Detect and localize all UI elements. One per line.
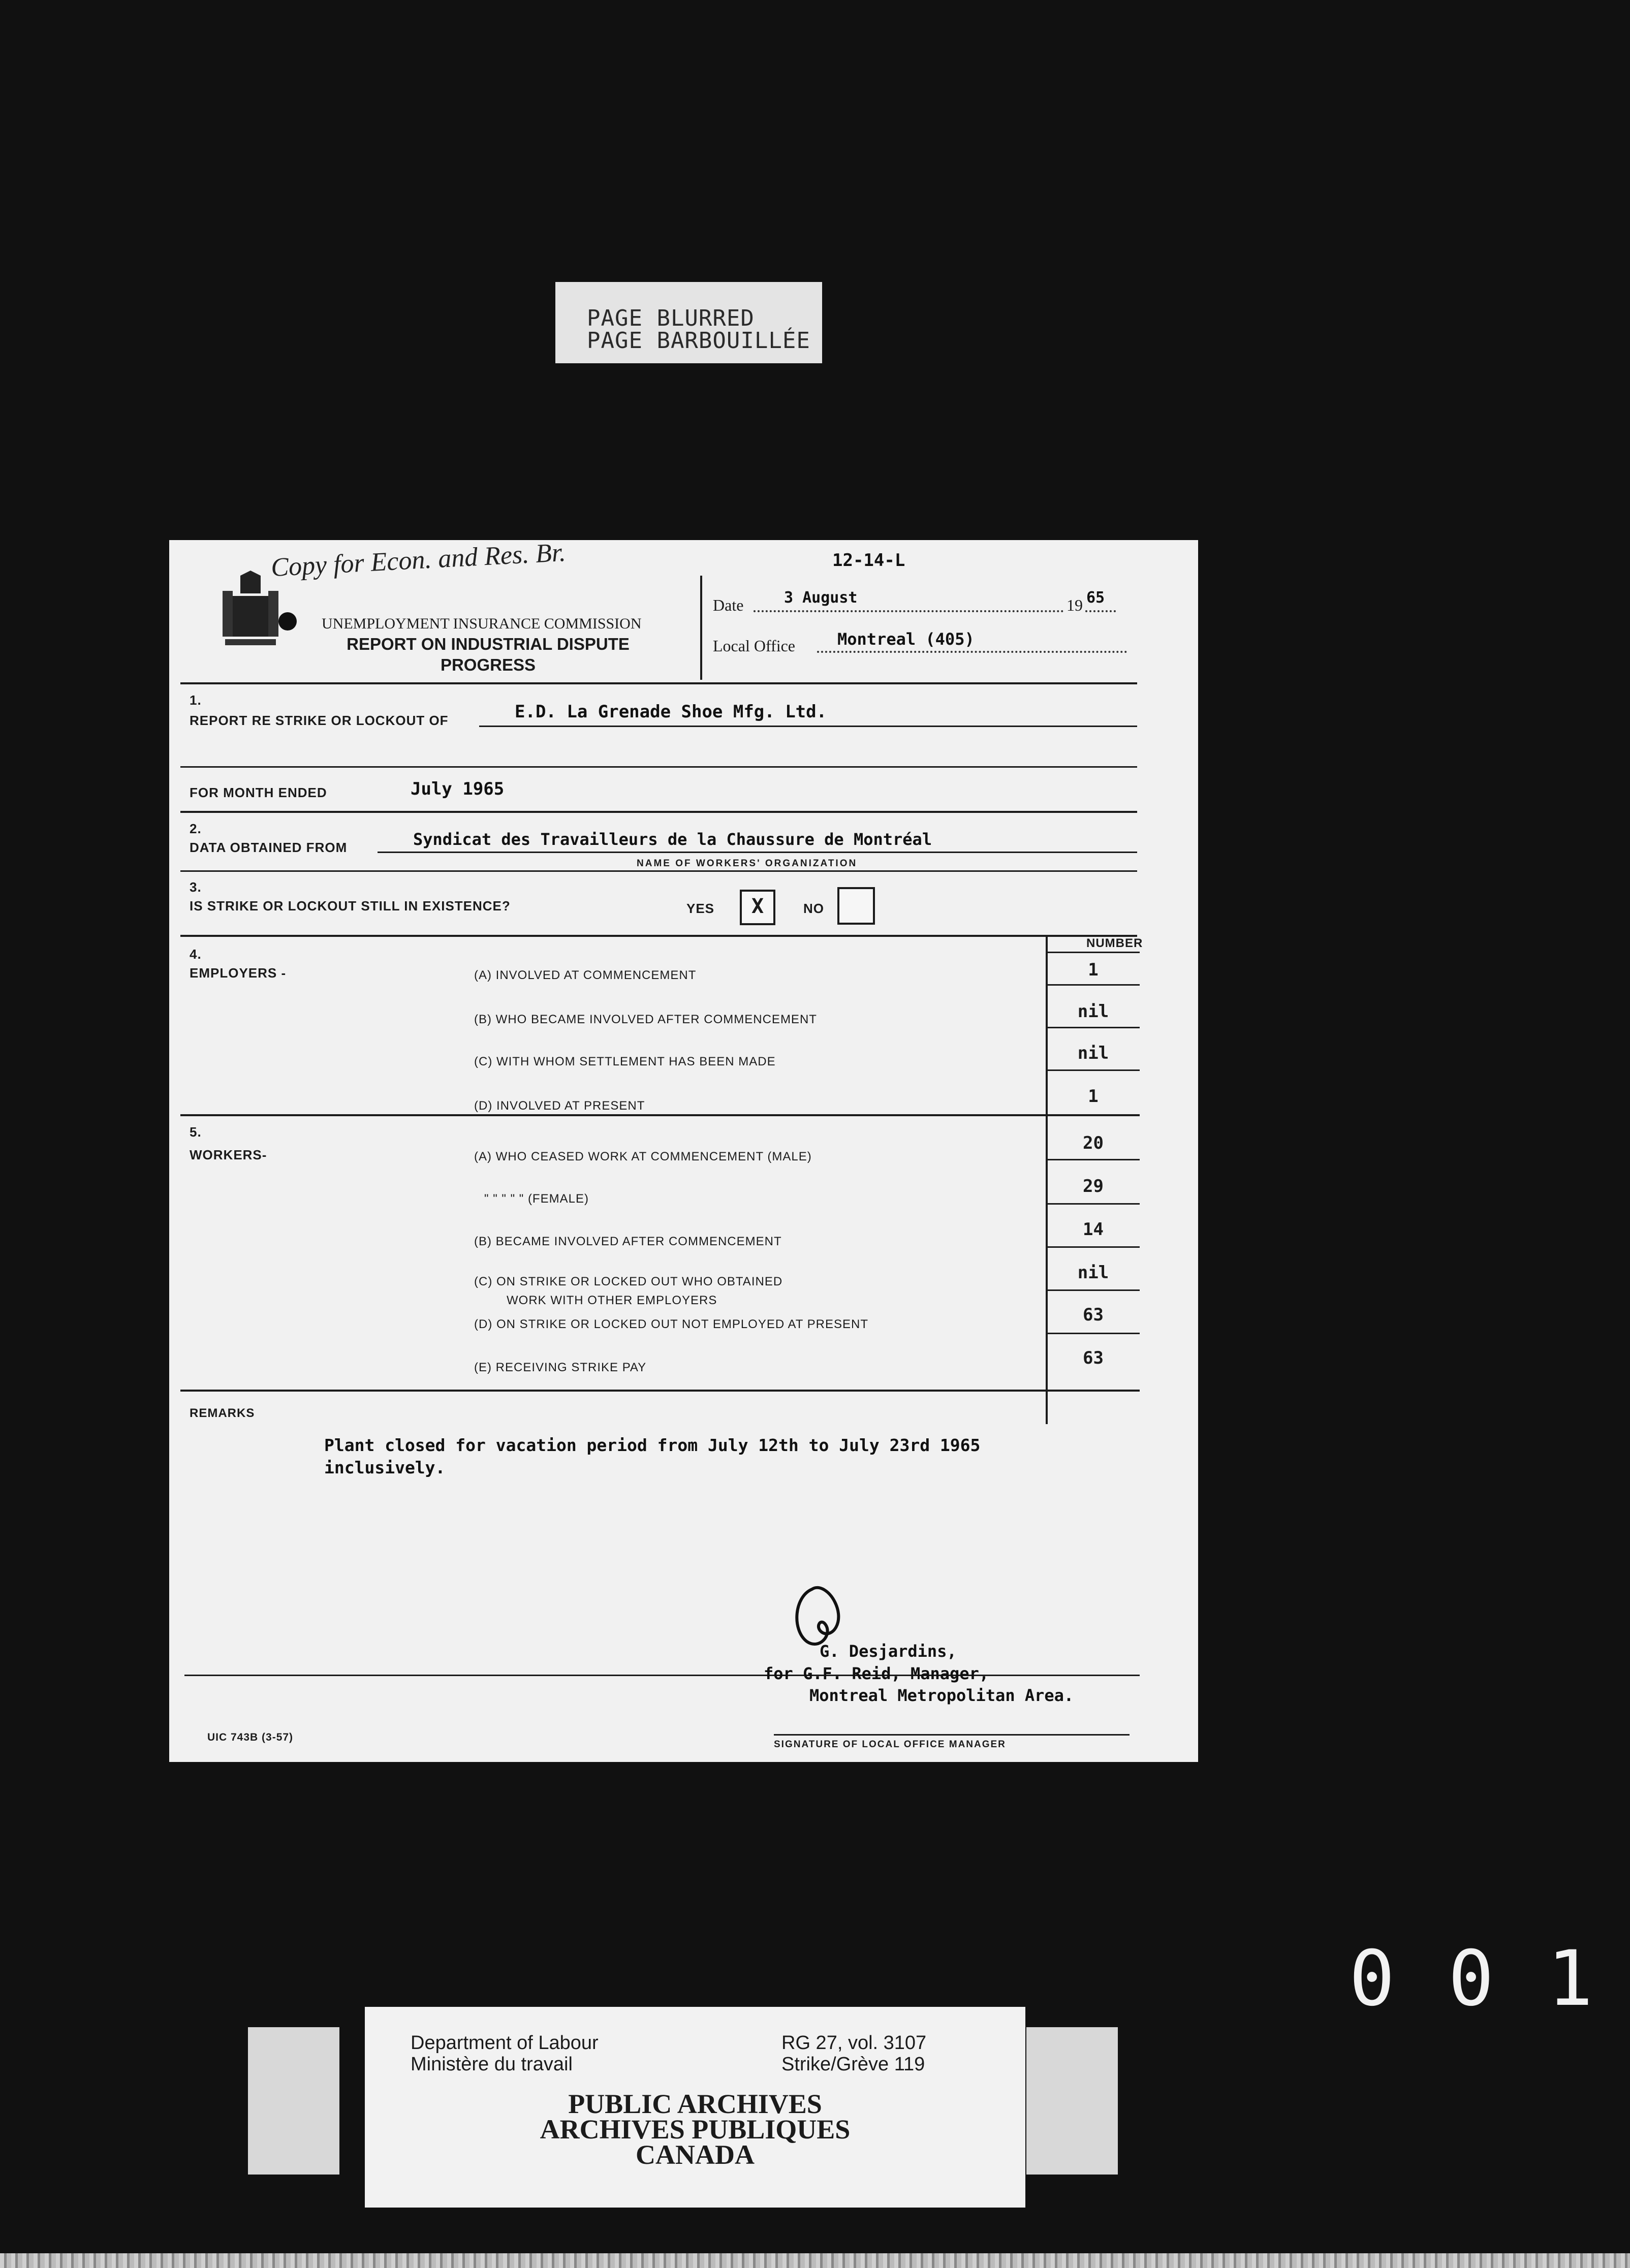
year-value: 65: [1086, 589, 1105, 607]
agency-name: UNEMPLOYMENT INSURANCE COMMISSION: [322, 615, 642, 632]
section-2-number: 2.: [190, 821, 202, 836]
handwritten-note: Copy for Econ. and Res. Br.: [270, 538, 567, 583]
employers-a-value: 1: [1088, 960, 1099, 980]
signature-caption: SIGNATURE OF LOCAL OFFICE MANAGER: [774, 1739, 1006, 1750]
workers-a-male-label: (A) WHO CEASED WORK AT COMMENCEMENT (MALE): [474, 1150, 812, 1163]
workers-label: WORKERS-: [190, 1147, 267, 1162]
employers-b-label: (B) WHO BECAME INVOLVED AFTER COMMENCEMENT: [474, 1013, 817, 1026]
remarks-line-1: Plant closed for vacation period from July 12th to July 23rd 1965: [324, 1435, 981, 1455]
signer-line-2: for G.F. Reid, Manager,: [764, 1664, 989, 1683]
workers-e-value: 63: [1083, 1348, 1104, 1368]
yes-mark: X: [751, 895, 764, 918]
archive-ref-2: Strike/Grève 119: [781, 2054, 925, 2075]
form-code: UIC 743B (3-57): [207, 1731, 294, 1743]
workers-b-value: 14: [1083, 1219, 1104, 1240]
section-1-number: 1.: [190, 692, 202, 708]
existence-question: IS STRIKE OR LOCKOUT STILL IN EXISTENCE?: [190, 898, 511, 914]
archive-label: [365, 2007, 1025, 2208]
workers-a-male-cell: [1047, 1133, 1140, 1157]
workers-a-female-cell: [1047, 1176, 1140, 1201]
workers-b-cell: [1047, 1219, 1140, 1244]
workers-c-label: (C) ON STRIKE OR LOCKED OUT WHO OBTAINED: [474, 1275, 783, 1288]
no-checkbox[interactable]: [837, 887, 875, 925]
employers-b-cell: [1047, 1001, 1140, 1026]
workers-b-label: (B) BECAME INVOLVED AFTER COMMENCEMENT: [474, 1235, 782, 1248]
employers-label: EMPLOYERS -: [190, 965, 287, 981]
workers-c-label-2: WORK WITH OTHER EMPLOYERS: [507, 1294, 717, 1307]
film-edge-strip: [0, 2253, 1630, 2268]
year-label: 19: [1067, 596, 1083, 614]
employers-c-value: nil: [1077, 1043, 1109, 1063]
workers-a-male-value: 20: [1083, 1133, 1104, 1153]
remarks-label: REMARKS: [190, 1406, 255, 1420]
archive-tab-right: [1026, 2027, 1118, 2175]
blurred-en: PAGE BLURRED: [587, 305, 755, 331]
employers-d-value: 1: [1088, 1086, 1099, 1107]
coat-of-arms-icon: [205, 571, 306, 662]
archive-title-en: PUBLIC ARCHIVES: [568, 2089, 822, 2119]
workers-c-cell: [1047, 1263, 1140, 1287]
yes-label: YES: [686, 901, 715, 916]
month-label: FOR MONTH ENDED: [190, 785, 327, 800]
strike-label: REPORT RE STRIKE OR LOCKOUT OF: [190, 713, 449, 728]
signer-line-3: Montreal Metropolitan Area.: [809, 1686, 1074, 1705]
employers-a-label: (A) INVOLVED AT COMMENCEMENT: [474, 968, 697, 982]
no-label: NO: [803, 901, 824, 916]
employers-b-value: nil: [1077, 1001, 1109, 1022]
workers-e-cell: [1047, 1348, 1140, 1372]
signer-line-1: G. Desjardins,: [820, 1642, 957, 1661]
dept-en: Department of Labour: [411, 2032, 599, 2054]
blurred-fr: PAGE BARBOUILLÉE: [587, 328, 810, 354]
employers-c-label: (C) WITH WHOM SETTLEMENT HAS BEEN MADE: [474, 1055, 776, 1068]
month-value: July 1965: [411, 779, 505, 799]
local-office-value: Montreal (405): [837, 629, 975, 649]
frame-digit-2: 0: [1448, 1935, 1494, 2023]
employers-d-label: (D) INVOLVED AT PRESENT: [474, 1099, 645, 1113]
data-obtained-value: Syndicat des Travailleurs de la Chaussure de Montréal: [413, 830, 932, 849]
number-header: NUMBER: [1086, 936, 1143, 950]
section-5-number: 5.: [190, 1124, 202, 1140]
workers-d-value: 63: [1083, 1305, 1104, 1325]
remarks-line-2: inclusively.: [324, 1458, 446, 1477]
archive-country: CANADA: [636, 2139, 755, 2170]
file-number: 12-14-L: [832, 550, 905, 571]
form-title: REPORT ON INDUSTRIAL DISPUTE: [347, 635, 630, 653]
archive-title-fr: ARCHIVES PUBLIQUES: [540, 2114, 851, 2145]
archive-tab-left: [248, 2027, 339, 2175]
date-label: Date: [713, 596, 744, 614]
form-subtitle: PROGRESS: [440, 655, 536, 674]
employers-a-cell: [1047, 960, 1140, 984]
data-obtained-label: DATA OBTAINED FROM: [190, 840, 348, 855]
archive-ref-1: RG 27, vol. 3107: [781, 2032, 927, 2054]
dept-fr: Ministère du travail: [411, 2054, 573, 2075]
employers-d-cell: [1047, 1086, 1140, 1111]
workers-e-label: (E) RECEIVING STRIKE PAY: [474, 1361, 647, 1374]
workers-d-label: (D) ON STRIKE OR LOCKED OUT NOT EMPLOYED AT PRESENT: [474, 1317, 869, 1331]
date-value: 3 August: [784, 589, 858, 607]
workers-c-value: nil: [1077, 1263, 1109, 1283]
page-blurred-label: [555, 282, 822, 363]
org-caption: NAME OF WORKERS' ORGANIZATION: [637, 858, 858, 869]
frame-digit-3: 1: [1547, 1935, 1593, 2023]
workers-d-cell: [1047, 1305, 1140, 1329]
dispute-report-form: [169, 540, 1198, 1762]
strike-value: E.D. La Grenade Shoe Mfg. Ltd.: [515, 702, 827, 722]
yes-checkbox[interactable]: [740, 890, 775, 925]
employers-c-cell: [1047, 1043, 1140, 1067]
workers-a-female-value: 29: [1083, 1176, 1104, 1196]
section-4-number: 4.: [190, 947, 202, 962]
workers-a-female-label: " " " " " (FEMALE): [484, 1192, 589, 1206]
local-office-label: Local Office: [713, 637, 795, 655]
frame-digit-1: 0: [1349, 1935, 1395, 2023]
section-3-number: 3.: [190, 879, 202, 895]
